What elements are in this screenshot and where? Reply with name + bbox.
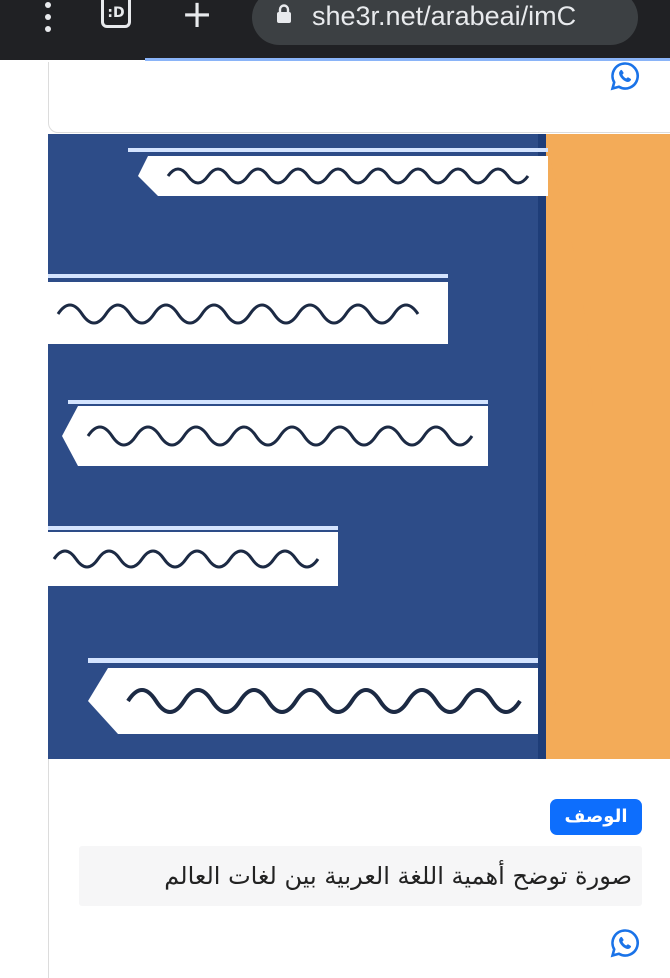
lock-icon[interactable] bbox=[274, 4, 294, 24]
post-image[interactable] bbox=[48, 134, 670, 759]
previous-post-card bbox=[48, 62, 670, 133]
more-vert-icon[interactable] bbox=[38, 2, 58, 32]
arabic-language-illustration bbox=[48, 134, 670, 759]
text-banner-3 bbox=[62, 400, 488, 466]
tab-count-label: :D bbox=[107, 4, 125, 21]
text-banner-2 bbox=[48, 274, 448, 344]
whatsapp-icon[interactable] bbox=[609, 927, 641, 959]
tab-switcher-button[interactable] bbox=[101, 0, 131, 28]
description-badge: الوصف bbox=[550, 799, 642, 835]
url-text[interactable]: she3r.net/arabeai/imC bbox=[312, 1, 577, 31]
description-text: صورة توضح أهمية اللغة العربية بين لغات العالم bbox=[164, 862, 632, 890]
page-load-progress bbox=[145, 58, 670, 61]
text-banner-5 bbox=[88, 658, 538, 734]
new-tab-icon[interactable]: + bbox=[181, 0, 213, 36]
whatsapp-icon[interactable] bbox=[609, 60, 641, 92]
text-banner-4 bbox=[48, 526, 338, 586]
